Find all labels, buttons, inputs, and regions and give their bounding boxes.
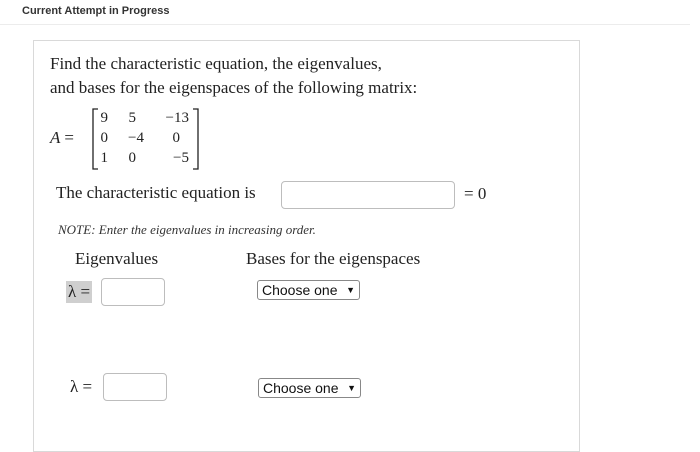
matrix-cell: 9: [100, 110, 108, 126]
basis-select-1[interactable]: [257, 280, 360, 300]
page-header: [0, 0, 690, 25]
basis-select-2[interactable]: [258, 378, 361, 398]
prompt-line-1: Find the characteristic equation, the eigenvalues,: [50, 54, 382, 73]
matrix-cell: 0: [172, 130, 180, 146]
matrix-cell: −4: [128, 130, 144, 146]
chevron-down-icon: ▼: [347, 383, 356, 393]
matrix-cell: −13: [165, 110, 189, 126]
bases-column-header: Bases for the eigenspaces: [246, 249, 421, 268]
characteristic-label: The characteristic equation is: [56, 183, 256, 202]
matrix-equals: =: [64, 128, 74, 147]
basis-select-value: Choose one: [262, 282, 338, 298]
characteristic-equation-input[interactable]: [281, 181, 455, 209]
matrix-cell: 0: [128, 150, 136, 166]
matrix-cell: −5: [173, 150, 189, 166]
chevron-down-icon: ▼: [346, 285, 355, 295]
matrix: [92, 108, 199, 170]
question-prompt: [50, 52, 417, 100]
lambda-label: λ =: [68, 282, 91, 301]
lambda-label: λ =: [70, 377, 93, 396]
eigenvalue-input-1[interactable]: [101, 278, 165, 306]
characteristic-rhs: = 0: [464, 184, 487, 203]
page-title: Current Attempt in Progress: [22, 5, 170, 17]
prompt-line-2: and bases for the eigenspaces of the following matrix:: [50, 78, 418, 97]
eigenvalue-input-2[interactable]: [103, 373, 167, 401]
eigenvalues-column-header: Eigenvalues: [75, 249, 159, 268]
matrix-name: A: [50, 128, 61, 147]
matrix-cell: 1: [100, 150, 108, 166]
matrix-cell: 0: [100, 130, 108, 146]
note-text: NOTE: Enter the eigenvalues in increasing order.: [58, 222, 316, 237]
basis-select-value: Choose one: [263, 380, 339, 396]
matrix-cell: 5: [128, 110, 136, 126]
